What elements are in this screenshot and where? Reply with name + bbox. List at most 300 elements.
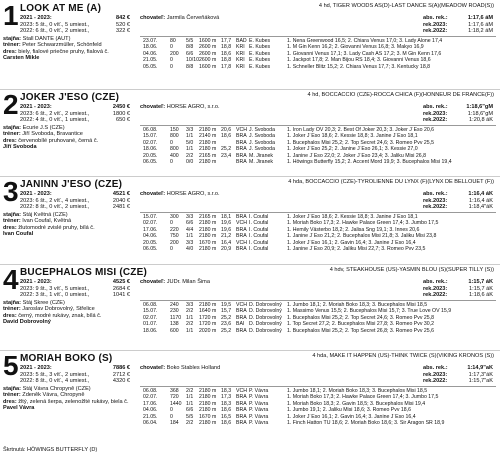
race-cell: 2/2 [186,152,194,159]
race-cell: 2020 m [199,327,217,334]
race-cell: 1/1 [186,394,194,401]
race-cell: 1/1 [186,327,194,334]
stable: Stáj Květná (CZE) [22,212,68,218]
race-cell: 04.06. [143,233,158,240]
race-cell: 600 [170,327,179,334]
race-cell: 15.07. [143,214,158,220]
race-cell: 1. Moriah Boko 17,3; 2. Hawke Palace Green 17,4; 3. Jumbo 17,5 [287,394,439,401]
race-cell: 19,6 [221,220,232,227]
race-cell: 3/3 [186,214,194,220]
stats-value: 4521 € [112,191,130,197]
race-cell: E. Kubes [249,50,271,57]
race-cell: KRI [236,63,245,70]
race-cell: 18,3 [221,388,232,394]
race-cell: P. Vávra [249,388,269,394]
race-cell: 02.07. [143,314,158,321]
race-cell: 2180 m [199,139,217,146]
race-cell: D. Dobrovolný [249,308,282,315]
divider [140,212,496,213]
race-cell: 05.05. [143,63,158,70]
divider [0,350,500,351]
race-cell: 3/3 [186,302,194,308]
trainer: Peter Schwarzmüller, Schönfeld [22,42,102,49]
stats-value: 2481 € [112,204,130,211]
stable: Stáj Vávra Chropyně (CZE) [22,386,91,392]
race-cell: 200 [170,239,179,246]
race-cell: 184 [170,420,179,427]
race-cell: I. Coufal [249,239,269,246]
race-history [143,388,499,426]
race-cell: M. Jiranek [249,152,273,159]
stats-label: 2023: 9 št., 3 víť., 5 umiest., [20,285,90,292]
race-cell: 0 [170,57,173,64]
race-cell: BRA [236,146,247,153]
race-cell: 5/0 [186,139,194,146]
race-cell: 6/6 [186,220,194,227]
breeder: chovateľ: HORSE AGRO, s.r.o. [140,104,220,110]
race-cell: 1600 m [199,63,217,70]
divider [0,176,500,177]
race-cell: 2180 m [199,388,217,394]
race-cell: 3/3 [186,239,194,246]
race-history [143,302,499,334]
race-cell: 2180 m [199,146,217,153]
race-cell: I. Coufal [249,226,269,233]
stats-value: 1800 € [112,110,130,117]
race-cell: 230 [170,308,179,315]
race-cell: 1. Janine J´Eso 22,0; 2. Joker J´Eso 23,4; 3. Jaliku Misi 26,8 [287,152,426,159]
race-cell: 17.06. [143,226,158,233]
horse-name: JANINN J'ESO (CZE) [20,179,123,190]
race-cell: 15.07. [143,308,158,315]
stats-label: 2022: 8 št., 0 víť., 4 umiest., [20,378,90,385]
table-row [143,246,499,252]
race-cell: 300 [170,214,179,220]
race-cell: 800 [170,146,179,153]
race-cell: 1/1 [186,400,194,407]
race-cell: 23.07. [143,38,158,44]
race-cell: 1. M Gin Kenn 16,2; 2. Giovanni Venus 16,8; 3. Makyo 16,9 [287,44,424,51]
race-cell: BRA [236,420,247,427]
race-cell: 2180 m [199,233,217,240]
horse-info: stajňa: Stáj Skree (CZE) tréner: Jaroslav Dobrovolný, Střelice dres: černý, modré rukávy, znak, bílá č. David Dobrovolný [3,300,102,326]
race-cell: 1/1 [186,314,194,321]
race-cell: 25,2 [221,146,232,153]
stats-value: 520 € [116,21,130,28]
race-cell: 400 [170,152,179,159]
race-cell: 18,6 [221,133,232,140]
race-cell: 21,2 [221,233,232,240]
stable: Stall DANTE (AUT) [22,36,71,42]
race-cell: 1. Bucephalos Misi 25,2; 2. Top Secret 24,6; 3. Romeo Pvv 25,5 [287,139,434,146]
race-cell: I. Coufal [249,220,269,227]
race-cell: 1. Bucephalos Misi 25,2; 2. Top Secret 26,8; 3. Romeo Pvv 25,6 [287,327,434,334]
driver: Pavel Vávra [3,405,35,412]
horse-info: stajňa: Ecurie J.S (CZE) tréner: Jiří Svoboda, Bravantice dres: červenobílé pruhované, černá č. Jiří Svoboda [3,125,99,151]
racing-colors: žlutomodré zvislé pruhy, bílá č. [18,224,95,231]
race-cell: 2/2 [186,388,194,394]
pedigree: 4 hd, TIGER WOODS AS(D)-LAST DANCE S(A)(MEADOW ROAD(S)) [318,3,494,9]
race-cell: BRA [236,327,247,334]
race-cell: P. Vávra [249,394,269,401]
stable: Ecurie J.S (CZE) [22,125,65,131]
race-cell [221,159,236,165]
race-cell: 1. Bucephalos Misi 25,2; 2. Top Secret 24,6; 3. Romeo Pvv 25,8 [287,314,434,321]
stats-value: 7886 € [112,365,130,371]
race-cell: 2180 m [199,407,217,414]
race-cell: 1170 [170,314,182,321]
race-cell: 0/0 [186,159,194,166]
race-cell: 3/3 [186,127,194,133]
race-cell: 06.05. [143,246,158,253]
driver: David Dobrovolný [3,319,51,326]
stats-label: 2021 - 2023: [20,365,52,371]
race-cell: 19,5 [221,302,232,308]
race-cell: 138 [170,321,179,328]
pedigree: 4 hdv, STEAKHOUSE (US)-YASMIN BLOU (S)(SUPER TILLY (S)) [329,267,494,273]
race-cell: VCH [236,127,247,133]
race-history [143,127,499,165]
race-cell: P. Vávra [249,413,269,420]
divider [0,89,500,90]
race-cell: BRA [236,139,247,146]
race-cell: 04.06. [143,407,158,414]
race-cell: 200 [170,50,179,57]
race-cell: 21.05. [143,57,158,64]
stats-value: 4320 € [112,378,130,385]
stats-label: 2021 - 2023: [20,104,52,110]
race-cell: E. Kubes [249,63,271,70]
race-cell: BAI [236,321,245,328]
start-number: 4 [3,264,18,295]
horse-info: stajňa: Stáj Vávra Chropyně (CZE) tréner: Zdeněk Vávra, Chropyně dres: žltý, zelená šerpa, zelenožlté rukávy, biela č. Pavel Vávra [3,386,129,412]
race-cell: BRA [236,400,247,407]
race-cell: J. Svoboda [249,127,275,133]
race-cell: BRA [236,246,247,253]
race-cell: 18,6 [221,50,232,57]
race-cell: 21.05. [143,413,158,420]
race-cell: 1. Schneller Blitz 15,2; 2. Chiara Venus 17,7; 3. Kentucky 18,8 [287,63,431,70]
race-cell: 2600 m [199,57,217,64]
race-cell: 25,2 [221,314,232,321]
race-history [143,214,499,252]
race-cell: 1. Hemily Västerbo 18,2; 2. Jalisa Sng 19,1; 3. Innes 20,6 [287,226,420,233]
race-cell: 16,5 [221,413,232,420]
race-cell: 10/10 [186,57,199,64]
stats-label: 2022: 8 št., 0 víť., 2 umiest., [20,204,90,211]
race-cell: 06.05. [143,159,158,166]
race-cell: 1720 m [199,314,217,321]
race-cell: 0 [170,407,173,414]
earnings-stats [20,104,130,124]
breeder: chovateľ: JUDr. Milan Šima [140,279,210,285]
race-cell: 1/1 [186,233,194,240]
breeder: chovateľ: Jarmila Červeňáková [140,15,220,21]
race-cell: 220 [170,226,179,233]
trainer: Jiří Svoboda, Bravantice [22,131,83,138]
race-cell: BRA [236,413,247,420]
records: abs. rek.: 1:17,6 áM rek.2023: 1:17,6 áM rek.2022: 1:18,2 áM [423,15,493,35]
race-cell: 1. Janine J´Eso 20,9; 2. Jaliku Misi 22,7; 3. Romeo Pvv 23,5 [287,246,426,253]
driver: Carsten Mikle [3,55,40,62]
racing-colors: červenobílé pruhované, černá č. [18,137,99,144]
trainer: Zdeněk Vávra, Chropyně [22,392,85,399]
race-cell: E. Kubes [249,57,271,64]
race-cell: 1720 m [199,321,217,328]
race-cell: 2165 m [199,214,217,220]
race-cell: 18,1 [221,214,232,220]
race-cell: 800 [170,133,179,140]
pedigree: 4 hd, BOCCACCIO (CZE)-ROCCA CHICA (F)(HONNEUR DE FRANCE(F)) [307,92,494,98]
race-cell: 2180 m [199,226,217,233]
stats-label: 2023: 5 št., 0 víť., 5 umiest., [20,21,90,28]
racing-colors: černý, modré rukávy, znak, bílá č. [18,312,102,319]
records: abs. rek.: 1:18,6"gM rek.2023: 1:18,6"gM rek.2022: 1:20,8 áK [423,104,493,124]
divider [140,125,496,126]
race-cell: 06.08. [143,127,158,133]
stats-label: 2021 - 2023: [20,279,52,285]
race-cell: 18,6 [221,420,232,427]
race-cell: 2600 m [199,50,217,57]
race-cell: KRI [236,57,245,64]
race-cell: 1/1 [186,133,194,140]
race-cell: VCH [236,388,247,394]
race-cell: VCH [236,302,247,308]
race-cell: BRA [236,314,247,321]
race-cell: 15.07. [143,133,158,140]
race-cell: 0 [170,63,173,70]
race-cell: 16,4 [221,239,232,246]
driver: Jiří Svoboda [3,144,37,151]
race-cell: 0 [170,413,173,420]
stats-label: 2021 - 2023: [20,191,52,197]
race-cell: 1. Joker J´Eso 18,6; 2. Kessie 18,8; 3. Janine J´Eso 18,1 [287,214,418,220]
race-cell: 1600 m [199,38,217,44]
race-cell: 1. Joker J´Eso 18,6; 2. Kessie 18,8; 3. Janine J´Eso 18,1 [287,133,418,140]
race-cell: 18,8 [221,57,232,64]
race-cell: E. Kubes [249,44,271,51]
table-row [143,159,499,165]
race-cell: 19,6 [221,226,232,233]
race-cell: BRA [236,133,247,140]
race-cell: 20,6 [221,127,232,133]
race-cell: 20.05. [143,152,158,159]
pedigree: 4 hda, BOCCACCIO (CZE)-TYROLIENNE DU LYNX (F)(LYNX DE BELLOUET (F)) [288,179,494,185]
race-cell: M. Jiranek [249,159,273,166]
race-cell: 15,7 [221,308,232,315]
race-cell: 2180 m [199,420,217,427]
stats-label: 2021 - 2023: [20,15,52,21]
race-cell: 6/6 [186,407,194,414]
race-cell: 18.06. [143,146,158,153]
stats-value: 650 € [116,117,130,124]
race-cell: 17,7 [221,38,232,44]
race-cell: 1440 [170,400,182,407]
race-cell: 02.07. [143,139,158,146]
race-cell: I. Coufal [249,214,269,220]
race-cell: 6/6 [186,50,194,57]
race-cell: 23,6 [221,321,232,328]
race-cell: D. Dobrovolný [249,321,282,328]
race-cell: BRA [236,152,247,159]
start-number: 5 [3,350,18,381]
race-cell: D. Dobrovolný [249,327,282,334]
race-cell: 18.06. [143,327,158,334]
race-cell: KRI [236,50,245,57]
racing-colors: žltý, zelená šerpa, zelenožlté rukávy, biela č. [18,398,129,405]
scratched-note: Škrtnutá: HÖWINGS BUTTERFLY (D) [3,447,98,453]
race-cell: 2/2 [186,420,194,427]
race-cell: I. Coufal [249,233,269,240]
race-cell: 2180 m [199,246,217,253]
stats-label: 2023: 5 št., 3 víť., 2 umiest., [20,371,90,378]
race-cell: 4/0 [186,246,194,253]
race-cell: 1. Janine J´Eso 21,2; 2. Bucephalos Misi 21,8; 3. Jaliku Misi 23,8 [287,233,437,240]
race-cell: 2180 m [199,394,217,401]
race-cell: 17,8 [221,63,232,70]
race-cell: VCH [236,220,247,227]
race-cell: 1. Massimo Venus 15,5; 2. Bucephalos Misi 15,7; 3. True Love OV 15,9 [287,308,452,315]
race-cell: 0 [170,139,173,146]
start-number: 2 [3,89,18,120]
race-cell: 2180 m [199,400,217,407]
stats-label: 2022: 3 št., 1 víť., 0 umiest., [20,292,90,299]
race-cell: 150 [170,127,179,133]
stats-value: 4525 € [112,279,130,285]
race-cell: 2600 m [199,44,217,51]
race-cell: BRA [236,233,247,240]
race-cell: 1. Jumbo 18,1; 2. Moriah Boko 18,3; 3. Bucephalos Misi 18,5 [287,302,428,308]
race-cell: 720 [170,394,179,401]
race-cell: 17.06. [143,400,158,407]
stats-label: 2023: 6 št., 2 víť., 4 umiest., [20,197,90,204]
racing-colors: biely, fialové priečne pruhy, fialová č. [18,48,109,55]
race-cell: 1640 m [199,308,217,315]
earnings-stats [20,365,130,385]
race-cell: 5/5 [186,413,194,420]
race-cell: 1670 m [199,239,217,246]
race-cell: 2180 m [199,302,217,308]
race-cell: 2180 m [199,159,217,166]
race-cell: 18,3 [221,400,232,407]
race-cell: 80 [170,38,176,44]
race-cell: 1. Jumbo 18,1; 2. Moriah Boko 18,3; 3. Bucephalos Misi 18,5 [287,388,428,394]
race-cell: 2/2 [186,308,194,315]
race-cell: BRA [236,226,247,233]
race-cell: 1. Top Secret 27,2; 2. Bucephalos Misi 27,8; 3. Romeo Pvv 30,2 [287,321,434,328]
stats-value: 2040 € [112,197,130,204]
breeder: chovateľ: Boko Stables Holland [140,365,221,371]
race-cell: 1/1 [186,146,194,153]
breeder: chovateľ: HORSE AGRO, s.r.o. [140,191,220,197]
race-cell: 0 [170,246,173,253]
divider [140,36,496,37]
race-cell: 1. Joker J´Eso 16,1; 2. Gavin 16,4; 3. Janine J´Eso 16,4 [287,239,416,246]
table-row [143,64,499,70]
race-cell: 06.04. [143,420,158,427]
race-cell: 18,8 [221,44,232,51]
race-cell: 750 [170,233,179,240]
race-cell: 06.08. [143,302,158,308]
race-cell: 0 [170,44,173,51]
race-cell: 1. Joker J´Eso 25,2; 2. Janine J´Eso 26,1; 3. Kessie 27,0 [287,146,418,153]
race-cell: 18.06. [143,44,158,51]
trainer: Ivan Coufal, Květná [22,218,72,225]
race-cell: 02.07. [143,394,158,401]
horse-info: stajňa: Stáj Květná (CZE) tréner: Ivan Coufal, Květná dres: žlutomodré zvislé pruhy, bílá č. Ivan Coufal [3,212,95,238]
race-cell: 17,3 [221,394,232,401]
race-cell: 1. Nena Greenwood 16,5; 2. Chiara Venus 17,0; 3. Lady Alone 17,4 [287,38,443,44]
race-cell: 02.07. [143,220,158,227]
race-cell: BRA [236,407,247,414]
race-cell: E. Kubes [249,38,271,44]
race-cell: 1. Joker J´Eso 16,1; 2. Gavin 16,4; 3. Janine J´Eso 16,4 [287,413,416,420]
race-cell: 1. Moriah Boko 18,3; 2. Gavin 18,5; 3. Bucephalos Misi 19,4 [287,400,426,407]
race-cell: BAD [236,38,247,44]
horse-name: MORIAH BOKO (S) [20,353,113,364]
earnings-stats [20,279,130,299]
divider [140,386,496,387]
records: abs. rek.: 1:16,4 áK rek.2023: 1:16,4 áK rek.2022: 1:18,4"áK [423,191,493,211]
race-cell: 1. Jumbo 19,1; 2. Jaliku Misi 18,6; 3. Romeo Pvv 18,6 [287,407,411,414]
race-cell: J. Svoboda [249,146,275,153]
race-cell: 5/5 [186,38,194,44]
race-cell: 0 [170,159,173,166]
race-cell: 1. Iron Lady OV 20,3; 2. Best Of Joker 20,3; 3. Joker J´Eso 20,6 [287,127,435,133]
pedigree: 4 hda, MAKE IT HAPPEN (US)-THINK TWICE (S)(VIKING KRONOS (S)) [312,353,494,359]
race-cell: J. Svoboda [249,139,275,146]
stats-value: 2712 € [112,371,130,378]
race-cell: 20,9 [221,246,232,253]
race-cell: I. Coufal [249,246,269,253]
horse-info: stajňa: Stall DANTE (AUT) tréner: Peter Schwarzmüller, Schönfeld dres: biely, fialové priečne pruhy, fialová č. Carsten Mikle [3,36,109,62]
race-cell: 2165 m [199,152,217,159]
race-cell: J. Svoboda [249,133,275,140]
records: abs. rek.: 1:14,9"aK rek.2023: 1:17,3"áK rek.2022: 1:15,7"aK [423,365,493,385]
start-number: 1 [3,0,18,31]
race-cell: BRA [236,394,247,401]
horse-name: JOKER J'ESO (CZE) [20,92,120,103]
race-cell: BRA [236,159,247,166]
stats-label: 2022: 6 št., 0 víť., 2 umiest., [20,28,90,35]
race-cell: 1. Giovanni Venus 17,1; 3. Lady Cash AS 17,2; 3. M Gin Kenn 17,6 [287,50,442,57]
divider [140,300,496,301]
race-cell: 1. Moriah Boko 17,3; 2. Hawke Palace Green 17,4; 3. Jumbo 17,5 [287,220,439,227]
stats-value: 322 € [116,28,130,35]
divider [0,264,500,265]
race-cell: 2140 m [199,133,217,140]
table-row [143,328,499,334]
race-cell: D. Dobrovolný [249,314,282,321]
race-cell: 8/8 [186,44,194,51]
race-cell: P. Vávra [249,400,269,407]
race-cell: VCH [236,239,247,246]
race-history [143,38,499,70]
horse-name: LOOK AT ME (A) [20,3,102,14]
race-cell: BRA [236,214,247,220]
race-cell: 04.06. [143,50,158,57]
stats-value: 2450 € [112,104,130,110]
race-cell: 25,2 [221,327,232,334]
start-number: 3 [3,176,18,207]
race-cell: 1670 m [199,413,217,420]
race-cell: 8/8 [186,63,194,70]
stable: Stáj Skree (CZE) [22,300,65,306]
race-cell: 0 [170,220,173,227]
table-row [143,420,499,426]
race-cell: 1. Jackpot 17,8; 2. Man Bijou RS 18,4; 3. Giovanni Venus 18,6 [287,57,431,64]
stats-value: 2684 € [112,285,130,292]
